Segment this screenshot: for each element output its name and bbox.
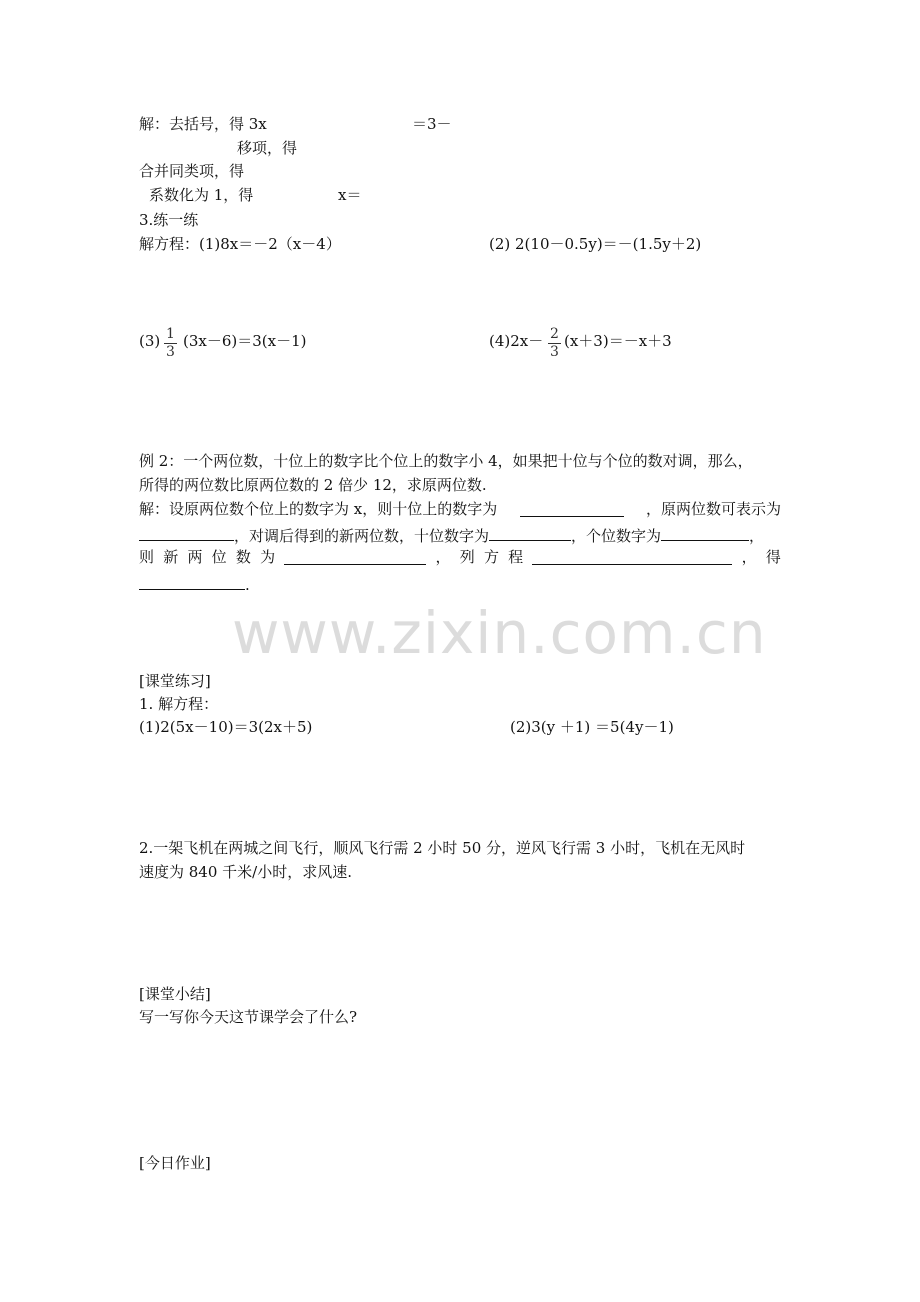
example2-line2: 所得的两位数比原两位数的 2 倍少 12，求原两位数. bbox=[139, 476, 487, 494]
fraction-numerator: 2 bbox=[550, 326, 559, 342]
watermark: www.zixin.com.cn bbox=[232, 599, 767, 667]
practice-problem-4-prefix: (4)2x－ bbox=[489, 332, 544, 350]
blank-original-number[interactable] bbox=[139, 526, 234, 541]
blank-new-units-digit[interactable] bbox=[661, 526, 749, 541]
fraction-two-thirds bbox=[548, 327, 561, 359]
classroom-practice-q2-line1: 2.一架飞机在两城之间飞行，顺风飞行需 2 小时 50 分，逆风飞行需 3 小时，飞机在无风时 bbox=[139, 839, 746, 857]
classroom-practice-q1-label: 1. 解方程： bbox=[139, 695, 219, 713]
word: 数 bbox=[235, 548, 251, 566]
practice-problem-4-equation: (x＋3)＝－x＋3 bbox=[564, 332, 672, 350]
example2-line6-period: . bbox=[245, 576, 250, 594]
word: 位 bbox=[211, 548, 227, 566]
fraction-denominator: 3 bbox=[550, 344, 559, 360]
homework-heading: [今日作业] bbox=[139, 1154, 211, 1172]
step-coefficient: 系数化为 1，得 bbox=[149, 186, 254, 204]
blank-answer[interactable] bbox=[139, 575, 245, 590]
classroom-practice-heading: [课堂练习] bbox=[139, 672, 211, 690]
blank-equation[interactable] bbox=[532, 550, 732, 565]
classroom-practice-q2-line2: 速度为 840 千米/小时，求风速. bbox=[139, 863, 352, 881]
example2-line5 bbox=[139, 550, 781, 565]
fraction-one-third bbox=[164, 327, 177, 359]
practice-equation-1: (1)8x＝－2（x－4） bbox=[199, 235, 341, 253]
word: 为 bbox=[260, 548, 276, 566]
practice-problem-1 bbox=[139, 237, 341, 252]
example2-line4-text2: ，个位数字为 bbox=[571, 527, 662, 545]
summary-heading: [课堂小结] bbox=[139, 985, 211, 1003]
word: 程 bbox=[508, 548, 524, 566]
practice-label: 解方程： bbox=[139, 235, 200, 253]
word: 新 bbox=[163, 548, 179, 566]
step-coefficient-result: x＝ bbox=[338, 186, 362, 204]
word: 则 bbox=[139, 548, 155, 566]
classroom-practice-q1-a: (1)2(5x－10)＝3(2x＋5) bbox=[139, 718, 313, 736]
step-combine-like-terms: 合并同类项，得 bbox=[139, 162, 245, 180]
word: 得 bbox=[765, 548, 781, 566]
example2-line4-comma: ， bbox=[749, 527, 765, 545]
practice-problem-3-prefix: (3) bbox=[139, 332, 161, 350]
comma: ， bbox=[435, 548, 451, 566]
step-remove-brackets-rhs: ＝3－ bbox=[412, 115, 452, 133]
classroom-practice-q1-b: (2)3(y ＋1) ＝5(4y－1) bbox=[510, 718, 674, 736]
word: 列 bbox=[459, 548, 475, 566]
comma: ， bbox=[741, 548, 757, 566]
summary-prompt: 写一写你今天这节课学会了什么? bbox=[139, 1008, 358, 1026]
example2-line3-text2: ，原两位数可表示为 bbox=[645, 500, 781, 518]
practice-problem-3-equation: (3x－6)＝3(x－1) bbox=[183, 332, 307, 350]
example2-line3 bbox=[139, 502, 781, 517]
practice-problem-2: (2) 2(10－0.5y)＝－(1.5y＋2) bbox=[489, 235, 702, 253]
example2-line4 bbox=[139, 526, 764, 544]
step-remove-brackets: 解：去括号，得 3x bbox=[139, 115, 267, 133]
practice-heading: 3.练一练 bbox=[139, 211, 199, 229]
example2-line4-text: ，对调后得到的新两位数，十位数字为 bbox=[234, 527, 490, 545]
word: 两 bbox=[187, 548, 203, 566]
blank-new-number[interactable] bbox=[284, 550, 426, 565]
example2-line1: 例 2：一个两位数，十位上的数字比个位上的数字小 4，如果把十位与个位的数对调，那么， bbox=[139, 452, 753, 470]
blank-tens-digit[interactable] bbox=[520, 502, 624, 517]
example2-line3-text: 解：设原两位数个位上的数字为 x，则十位上的数字为 bbox=[139, 500, 498, 518]
fraction-denominator: 3 bbox=[166, 344, 175, 360]
step-transpose: 移项，得 bbox=[237, 139, 298, 157]
fraction-numerator: 1 bbox=[166, 326, 175, 342]
example2-line6 bbox=[139, 575, 250, 593]
blank-new-tens-digit[interactable] bbox=[489, 526, 571, 541]
word: 方 bbox=[483, 548, 499, 566]
